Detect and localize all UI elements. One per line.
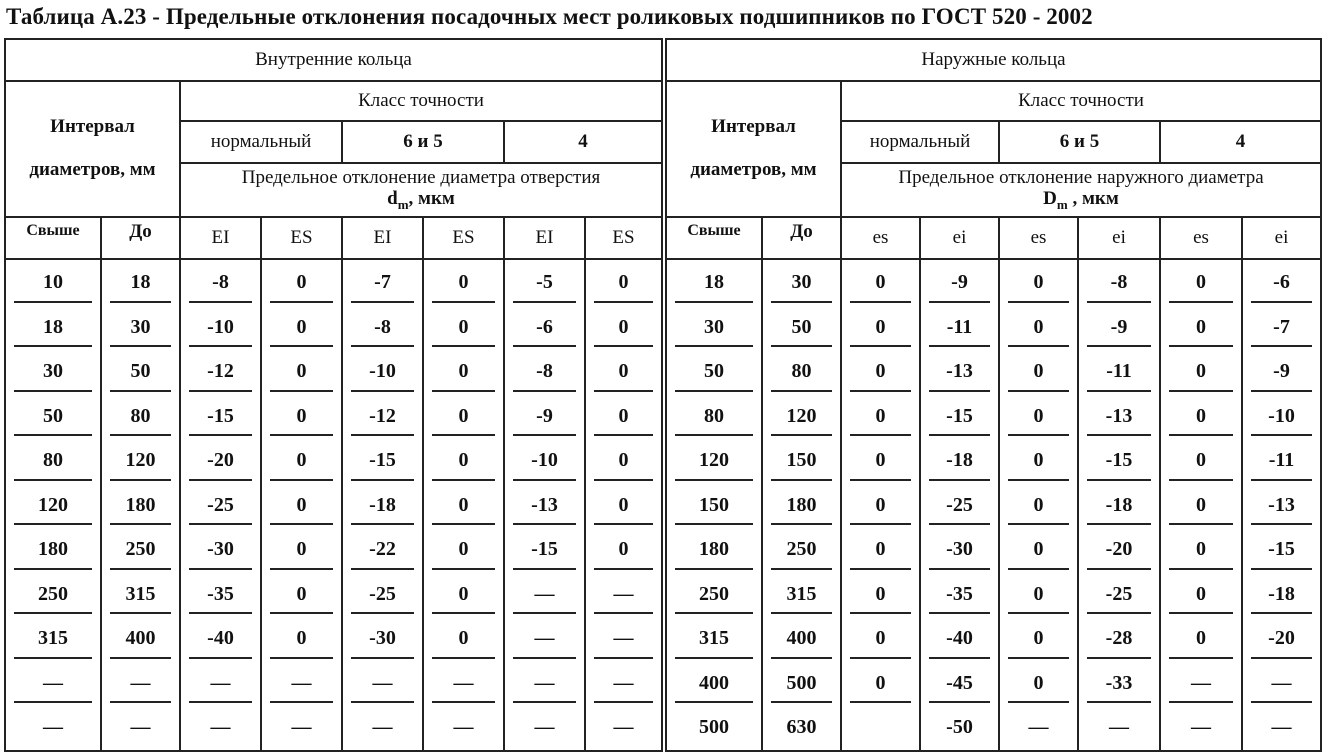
- table-cell: 0: [586, 349, 661, 394]
- table-cell: 0: [424, 527, 503, 572]
- table-cell: —: [505, 616, 584, 661]
- table-cell: —: [372, 716, 393, 739]
- table-cell: 0: [842, 349, 919, 394]
- table-cell: —: [1161, 661, 1241, 706]
- table-cell: -25: [343, 572, 422, 617]
- table-cell: 18: [102, 260, 179, 305]
- inner-interval-label-1: Интервал: [50, 116, 135, 138]
- table-cell: 18: [6, 305, 100, 350]
- outer-deviation-label: [841, 163, 1321, 217]
- table-cell: -28: [1079, 616, 1159, 661]
- table-cell: 0: [262, 305, 341, 350]
- table-cell: 180: [6, 527, 100, 572]
- inner-data-column: [585, 259, 662, 751]
- table-cell: 0: [842, 572, 919, 617]
- table-cell: -8: [181, 260, 260, 305]
- inner-column-header: Свыше: [5, 217, 101, 259]
- table-cell: -13: [505, 483, 584, 528]
- inner-data-column: [423, 259, 504, 751]
- table-cell: 120: [6, 483, 100, 528]
- inner-column-header: EI: [180, 217, 261, 259]
- table-cell: -7: [343, 260, 422, 305]
- outer-class-heading: Класс точности: [841, 81, 1321, 121]
- table-cell: —: [613, 716, 634, 739]
- table-cell: 0: [1161, 438, 1241, 483]
- table-cell: 0: [424, 305, 503, 350]
- table-cell: —: [343, 661, 422, 706]
- table-cell: 0: [424, 572, 503, 617]
- outer-data-column: [841, 259, 920, 751]
- table-cell: [842, 705, 919, 750]
- table-cell: -9: [1243, 349, 1320, 394]
- table-cell: —: [1109, 716, 1129, 739]
- inner-deviation-unit: , мкм: [408, 187, 455, 209]
- table-cell: -50: [946, 716, 973, 739]
- table-cell: 50: [6, 394, 100, 439]
- table-cell: 30: [763, 260, 840, 305]
- table-cell: 0: [842, 394, 919, 439]
- inner-column-header: До: [101, 217, 180, 259]
- table-cell: -10: [343, 349, 422, 394]
- table-cell: 0: [842, 483, 919, 528]
- table-cell: —: [102, 661, 179, 706]
- table-cell: 0: [842, 527, 919, 572]
- table-cell: 250: [102, 527, 179, 572]
- table-cell: —: [505, 572, 584, 617]
- table-cell: 0: [1161, 305, 1241, 350]
- table-cell: -18: [1079, 483, 1159, 528]
- outer-deviation-sub: m: [1056, 196, 1068, 212]
- table-cell: -6: [505, 305, 584, 350]
- table-cell: -18: [343, 483, 422, 528]
- table-cell: 0: [1000, 616, 1077, 661]
- table-cell: -22: [343, 527, 422, 572]
- outer-data-column: [999, 259, 1078, 751]
- outer-data-column: [1160, 259, 1242, 751]
- outer-column-header: ei: [1242, 217, 1321, 259]
- outer-column-header: es: [1160, 217, 1242, 259]
- table-cell: -8: [343, 305, 422, 350]
- table-cell: 150: [667, 483, 761, 528]
- outer-rings-heading: Наружные кольца: [666, 39, 1321, 81]
- table-cell: 50: [102, 349, 179, 394]
- table-cell: 400: [102, 616, 179, 661]
- inner-class-heading: Класс точности: [180, 81, 662, 121]
- outer-column-header: До: [762, 217, 841, 259]
- inner-data-column: [342, 259, 423, 751]
- table-cell: -13: [1243, 483, 1320, 528]
- table-cell: 180: [102, 483, 179, 528]
- table-cell: —: [1028, 716, 1049, 739]
- table-cell: -9: [505, 394, 584, 439]
- outer-data-column: [1078, 259, 1160, 751]
- table-cell: 0: [586, 483, 661, 528]
- table-cell: -10: [181, 305, 260, 350]
- table-cell: -15: [181, 394, 260, 439]
- table-cell: -9: [1079, 305, 1159, 350]
- table-cell: 50: [667, 349, 761, 394]
- inner-column-header: ES: [585, 217, 662, 259]
- table-cell: -10: [505, 438, 584, 483]
- table-cell: 315: [102, 572, 179, 617]
- table-cell: -12: [343, 394, 422, 439]
- outer-class-normal: нормальный: [841, 121, 999, 163]
- table-cell: 0: [262, 394, 341, 439]
- inner-class-normal: нормальный: [180, 121, 342, 163]
- table-cell: 0: [1000, 349, 1077, 394]
- table-cell: 315: [763, 572, 840, 617]
- outer-interval-header: [666, 81, 841, 217]
- table-cell: 0: [424, 349, 503, 394]
- table-cell: 400: [763, 616, 840, 661]
- table-cell: 180: [763, 483, 840, 528]
- table-cell: -9: [921, 260, 998, 305]
- table-cell: 50: [763, 305, 840, 350]
- inner-column-header: EI: [504, 217, 585, 259]
- table-cell: 120: [763, 394, 840, 439]
- outer-column-header: ei: [1078, 217, 1160, 259]
- table-cell: 0: [262, 527, 341, 572]
- table-cell: 500: [699, 716, 729, 739]
- inner-data-column: [180, 259, 261, 751]
- table-cell: 0: [1161, 527, 1241, 572]
- outer-interval-label-1: Интервал: [711, 116, 796, 138]
- table-cell: 0: [586, 260, 661, 305]
- table-cell: —: [1271, 716, 1292, 739]
- outer-deviation-text: Предельное отклонение наружного диаметра: [898, 167, 1264, 188]
- table-cell: -11: [1243, 438, 1320, 483]
- table-cell: 250: [667, 572, 761, 617]
- table-cell: —: [453, 716, 474, 739]
- table-cell: 30: [667, 305, 761, 350]
- table-cell: -10: [1243, 394, 1320, 439]
- table-cell: -30: [921, 527, 998, 572]
- table-cell: 0: [262, 349, 341, 394]
- table-cell: -15: [505, 527, 584, 572]
- table-cell: 0: [586, 527, 661, 572]
- table-cell: -35: [921, 572, 998, 617]
- table-cell: -11: [1079, 349, 1159, 394]
- outer-interval-label-2: диаметров, мм: [690, 159, 817, 180]
- table-cell: —: [130, 716, 151, 739]
- table-cell: 0: [586, 438, 661, 483]
- table-cell: —: [291, 716, 312, 739]
- document-title: Таблица А.23 - Предельные отклонения посадочных мест роликовых подшипников по ГОСТ 520 - 2002: [6, 4, 1093, 29]
- table-cell: 0: [842, 616, 919, 661]
- table-cell: -30: [343, 616, 422, 661]
- table-cell: 30: [102, 305, 179, 350]
- table-cell: 250: [6, 572, 100, 617]
- table-cell: —: [586, 661, 661, 706]
- table-cell: 80: [6, 438, 100, 483]
- table-cell: 0: [1000, 483, 1077, 528]
- table-cell: -8: [505, 349, 584, 394]
- outer-deviation-symbol: D: [1043, 187, 1057, 209]
- table-cell: -30: [181, 527, 260, 572]
- table-cell: 0: [1000, 438, 1077, 483]
- table-cell: -25: [921, 483, 998, 528]
- table-cell: 0: [262, 616, 341, 661]
- table-cell: -7: [1243, 305, 1320, 350]
- inner-column-header: ES: [261, 217, 342, 259]
- table-cell: 0: [842, 438, 919, 483]
- table-cell: -40: [181, 616, 260, 661]
- table-cell: -8: [1079, 260, 1159, 305]
- table-cell: 0: [842, 260, 919, 305]
- outer-column-header: Свыше: [666, 217, 762, 259]
- table-cell: 0: [1000, 305, 1077, 350]
- tolerance-table: [4, 38, 1322, 752]
- table-cell: 10: [6, 260, 100, 305]
- table-cell: 0: [424, 438, 503, 483]
- table-cell: 0: [262, 260, 341, 305]
- table-cell: 500: [763, 661, 840, 706]
- outer-class-6-5: 6 и 5: [999, 121, 1160, 163]
- table-cell: 0: [1161, 572, 1241, 617]
- table-cell: 150: [763, 438, 840, 483]
- table-cell: 0: [424, 483, 503, 528]
- table-cell: 30: [6, 349, 100, 394]
- inner-column-header: ES: [423, 217, 504, 259]
- table-cell: 0: [1161, 260, 1241, 305]
- table-cell: -18: [1243, 572, 1320, 617]
- inner-interval-label-2: диаметров, мм: [29, 159, 156, 180]
- table-cell: 0: [262, 572, 341, 617]
- table-cell: —: [586, 616, 661, 661]
- table-cell: —: [424, 661, 503, 706]
- table-cell: 0: [424, 616, 503, 661]
- table-cell: -5: [505, 260, 584, 305]
- table-cell: 0: [1161, 483, 1241, 528]
- outer-column-header: es: [999, 217, 1078, 259]
- table-cell: 315: [667, 616, 761, 661]
- table-cell: —: [1191, 716, 1211, 739]
- table-cell: 0: [1000, 527, 1077, 572]
- table-cell: -12: [181, 349, 260, 394]
- inner-class-4: 4: [504, 121, 662, 163]
- table-cell: 0: [1000, 661, 1077, 706]
- table-cell: -11: [921, 305, 998, 350]
- table-cell: —: [1243, 661, 1320, 706]
- inner-rings-heading: Внутренние кольца: [5, 39, 662, 81]
- inner-data-column: [504, 259, 585, 751]
- table-cell: -40: [921, 616, 998, 661]
- table-cell: —: [181, 661, 260, 706]
- table-cell: 120: [102, 438, 179, 483]
- table-cell: 0: [1161, 349, 1241, 394]
- table-cell: 0: [842, 305, 919, 350]
- table-cell: -15: [921, 394, 998, 439]
- table-cell: 120: [667, 438, 761, 483]
- table-cell: 0: [424, 394, 503, 439]
- table-cell: 0: [1000, 260, 1077, 305]
- outer-deviation-unit: , мкм: [1067, 187, 1119, 209]
- inner-data-column: [101, 259, 180, 751]
- inner-class-6-5: 6 и 5: [342, 121, 504, 163]
- outer-data-column: [920, 259, 999, 751]
- table-cell: 0: [842, 661, 919, 706]
- outer-data-column: [762, 259, 841, 751]
- table-cell: 0: [1161, 394, 1241, 439]
- table-cell: 0: [1000, 394, 1077, 439]
- table-cell: 400: [667, 661, 761, 706]
- table-cell: —: [505, 661, 584, 706]
- table-cell: 0: [262, 438, 341, 483]
- table-cell: -25: [1079, 572, 1159, 617]
- table-cell: 0: [262, 483, 341, 528]
- table-cell: 315: [6, 616, 100, 661]
- inner-column-header: EI: [342, 217, 423, 259]
- table-cell: 0: [586, 394, 661, 439]
- inner-deviation-sub: m: [397, 196, 409, 212]
- table-cell: -20: [181, 438, 260, 483]
- table-cell: -18: [921, 438, 998, 483]
- table-cell: —: [586, 572, 661, 617]
- table-cell: -15: [343, 438, 422, 483]
- table-cell: —: [6, 661, 100, 706]
- table-cell: -35: [181, 572, 260, 617]
- table-cell: -15: [1079, 438, 1159, 483]
- table-cell: -15: [1243, 527, 1320, 572]
- inner-data-column: [261, 259, 342, 751]
- outer-column-header: es: [841, 217, 920, 259]
- table-cell: -45: [921, 661, 998, 706]
- table-cell: 0: [586, 305, 661, 350]
- table-cell: -20: [1079, 527, 1159, 572]
- outer-class-4: 4: [1160, 121, 1321, 163]
- table-cell: 250: [763, 527, 840, 572]
- table-cell: 80: [763, 349, 840, 394]
- table-cell: -25: [181, 483, 260, 528]
- table-cell: —: [210, 716, 231, 739]
- table-cell: 0: [1000, 572, 1077, 617]
- table-cell: 18: [667, 260, 761, 305]
- table-cell: -33: [1079, 661, 1159, 706]
- table-cell: 80: [667, 394, 761, 439]
- table-cell: —: [43, 716, 63, 739]
- table-cell: —: [262, 661, 341, 706]
- inner-interval-header: [5, 81, 180, 217]
- inner-data-column: [5, 259, 101, 751]
- table-cell: 0: [424, 260, 503, 305]
- table-cell: 630: [786, 716, 817, 739]
- table-cell: -13: [921, 349, 998, 394]
- outer-column-header: ei: [920, 217, 999, 259]
- inner-deviation-label: [180, 163, 662, 217]
- outer-data-column: [1242, 259, 1321, 751]
- table-cell: -13: [1079, 394, 1159, 439]
- outer-data-column: [666, 259, 762, 751]
- table-cell: 80: [102, 394, 179, 439]
- inner-deviation-text: Предельное отклонение диаметра отверстия: [241, 167, 601, 188]
- table-cell: -6: [1243, 260, 1320, 305]
- table-cell: —: [534, 716, 555, 739]
- table-cell: 180: [667, 527, 761, 572]
- table-cell: -20: [1243, 616, 1320, 661]
- table-cell: 0: [1161, 616, 1241, 661]
- inner-deviation-symbol: d: [387, 187, 398, 209]
